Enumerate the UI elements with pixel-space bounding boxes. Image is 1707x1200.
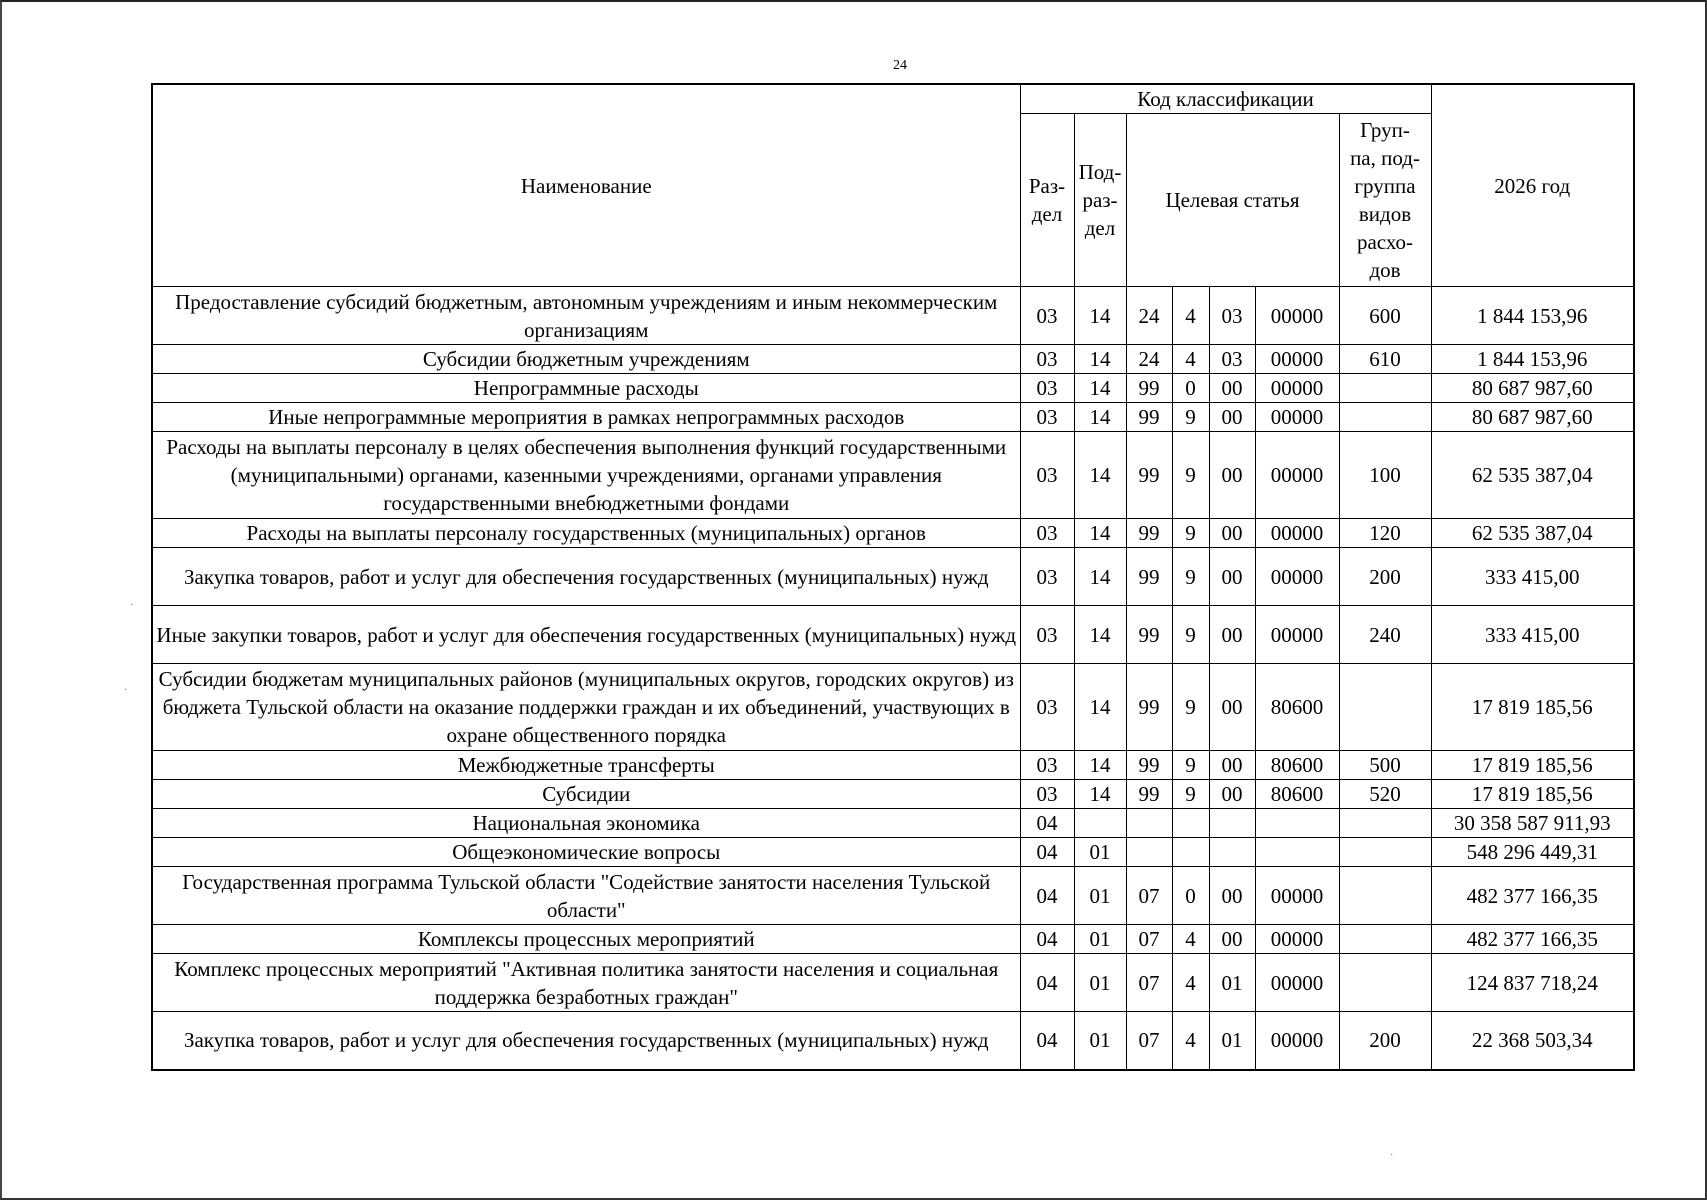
row-name: Общеэкономические вопросы	[152, 838, 1020, 867]
row-code-c4: 00000	[1255, 345, 1339, 374]
header-year: 2026 год	[1431, 84, 1634, 287]
row-name: Национальная экономика	[152, 809, 1020, 838]
row-code-c1: 99	[1126, 780, 1172, 809]
row-code-c3: 03	[1209, 345, 1255, 374]
row-code-vr	[1339, 954, 1431, 1012]
row-code-c1: 07	[1126, 1012, 1172, 1070]
row-code-c3: 00	[1209, 606, 1255, 664]
row-code-c4	[1255, 809, 1339, 838]
row-code-c1: 24	[1126, 287, 1172, 345]
row-code-vr	[1339, 374, 1431, 403]
table-row	[152, 345, 1634, 374]
row-code-vr	[1339, 925, 1431, 954]
row-code-c4: 00000	[1255, 925, 1339, 954]
row-amount: 62 535 387,04	[1431, 432, 1634, 519]
row-amount: 1 844 153,96	[1431, 287, 1634, 345]
row-code-rz: 03	[1020, 519, 1074, 548]
row-code-pr: 14	[1074, 548, 1126, 606]
row-code-c1: 99	[1126, 432, 1172, 519]
row-code-c3: 00	[1209, 780, 1255, 809]
row-amount: 17 819 185,56	[1431, 751, 1634, 780]
row-code-rz: 03	[1020, 287, 1074, 345]
table-row	[152, 287, 1634, 345]
row-code-pr: 01	[1074, 867, 1126, 925]
row-code-c3	[1209, 809, 1255, 838]
row-code-c3: 03	[1209, 287, 1255, 345]
row-code-c1: 99	[1126, 519, 1172, 548]
row-code-c3: 00	[1209, 664, 1255, 751]
row-code-pr: 14	[1074, 751, 1126, 780]
header-target-article: Целевая статья	[1126, 114, 1339, 287]
row-code-pr: 14	[1074, 519, 1126, 548]
row-code-c1: 99	[1126, 403, 1172, 432]
table-body	[152, 287, 1634, 1070]
row-code-c1: 07	[1126, 954, 1172, 1012]
page-number: 24	[893, 58, 907, 73]
row-code-rz: 04	[1020, 954, 1074, 1012]
row-code-vr	[1339, 403, 1431, 432]
row-code-c4: 80600	[1255, 780, 1339, 809]
row-code-vr: 200	[1339, 548, 1431, 606]
row-name: Субсидии	[152, 780, 1020, 809]
row-code-c2: 9	[1172, 519, 1209, 548]
row-amount: 17 819 185,56	[1431, 664, 1634, 751]
row-code-rz: 04	[1020, 809, 1074, 838]
row-code-pr: 01	[1074, 954, 1126, 1012]
row-code-vr	[1339, 664, 1431, 751]
row-amount: 17 819 185,56	[1431, 780, 1634, 809]
row-code-c1: 99	[1126, 548, 1172, 606]
row-code-c2: 4	[1172, 287, 1209, 345]
row-code-c4: 00000	[1255, 403, 1339, 432]
row-code-c1: 99	[1126, 751, 1172, 780]
row-code-vr: 520	[1339, 780, 1431, 809]
table-row	[152, 838, 1634, 867]
row-code-c1: 99	[1126, 664, 1172, 751]
row-code-c2	[1172, 838, 1209, 867]
row-code-c4	[1255, 838, 1339, 867]
row-name: Субсидии бюджетным учреждениям	[152, 345, 1020, 374]
row-code-pr: 14	[1074, 606, 1126, 664]
row-code-vr: 610	[1339, 345, 1431, 374]
header-subsection: Под- раз- дел	[1074, 114, 1126, 287]
table-row	[152, 751, 1634, 780]
table-row	[152, 519, 1634, 548]
row-code-c3: 00	[1209, 867, 1255, 925]
row-name: Субсидии бюджетам муниципальных районов (муниципальных округов, городских округов) из бюджета Тульской области на оказание поддержки граждан и их объединений, участвующих в охране общественного порядка	[152, 664, 1020, 751]
row-amount: 482 377 166,35	[1431, 925, 1634, 954]
row-code-c2: 9	[1172, 780, 1209, 809]
row-code-c4: 00000	[1255, 606, 1339, 664]
table-row	[152, 432, 1634, 519]
row-code-vr: 240	[1339, 606, 1431, 664]
row-code-c1	[1126, 838, 1172, 867]
row-amount: 80 687 987,60	[1431, 374, 1634, 403]
row-code-c2: 4	[1172, 925, 1209, 954]
row-code-c4: 80600	[1255, 664, 1339, 751]
row-code-c1: 99	[1126, 374, 1172, 403]
row-code-pr: 14	[1074, 287, 1126, 345]
row-code-c4: 00000	[1255, 867, 1339, 925]
row-name: Иные непрограммные мероприятия в рамках непрограммных расходов	[152, 403, 1020, 432]
table-row	[152, 867, 1634, 925]
header-name: Наименование	[152, 84, 1020, 287]
table-row	[152, 664, 1634, 751]
row-code-vr: 200	[1339, 1012, 1431, 1070]
row-code-c3: 01	[1209, 1012, 1255, 1070]
row-code-c3: 00	[1209, 519, 1255, 548]
row-code-rz: 03	[1020, 606, 1074, 664]
row-code-pr: 14	[1074, 374, 1126, 403]
row-name: Межбюджетные трансферты	[152, 751, 1020, 780]
row-code-rz: 03	[1020, 403, 1074, 432]
row-code-rz: 04	[1020, 925, 1074, 954]
row-name: Расходы на выплаты персоналу в целях обеспечения выполнения функций государственными (муниципальными) органами, казенными учреждениями, органами управления государственными внебюджетными фондами	[152, 432, 1020, 519]
row-code-pr: 01	[1074, 925, 1126, 954]
header-section: Раз- дел	[1020, 114, 1074, 287]
row-name: Закупка товаров, работ и услуг для обеспечения государственных (муниципальных) нужд	[152, 548, 1020, 606]
row-code-vr: 100	[1339, 432, 1431, 519]
row-name: Закупка товаров, работ и услуг для обеспечения государственных (муниципальных) нужд	[152, 1012, 1020, 1070]
row-name: Комплекс процессных мероприятий "Активная политика занятости населения и социальная поддержка безработных граждан"	[152, 954, 1020, 1012]
row-amount: 333 415,00	[1431, 548, 1634, 606]
row-name: Непрограммные расходы	[152, 374, 1020, 403]
row-amount: 30 358 587 911,93	[1431, 809, 1634, 838]
row-code-c2: 9	[1172, 751, 1209, 780]
row-code-c4: 00000	[1255, 374, 1339, 403]
row-name: Комплексы процессных мероприятий	[152, 925, 1020, 954]
row-code-c2: 4	[1172, 345, 1209, 374]
header-expense-group: Груп- па, под- группа видов расхо- дов	[1339, 114, 1431, 287]
row-code-rz: 04	[1020, 1012, 1074, 1070]
row-code-c3: 00	[1209, 403, 1255, 432]
row-code-vr: 600	[1339, 287, 1431, 345]
row-code-c4: 00000	[1255, 954, 1339, 1012]
row-code-rz: 03	[1020, 345, 1074, 374]
row-code-c1	[1126, 809, 1172, 838]
row-code-rz: 03	[1020, 432, 1074, 519]
row-code-c3: 00	[1209, 374, 1255, 403]
row-code-pr: 14	[1074, 345, 1126, 374]
table-row	[152, 954, 1634, 1012]
header-classification-code: Код классификации	[1020, 84, 1431, 114]
row-code-c3: 01	[1209, 954, 1255, 1012]
row-code-rz: 03	[1020, 664, 1074, 751]
row-code-pr: 14	[1074, 432, 1126, 519]
row-code-pr: 14	[1074, 780, 1126, 809]
table-row	[152, 925, 1634, 954]
scan-speck: ·	[1390, 1150, 1394, 1161]
row-code-c2: 4	[1172, 954, 1209, 1012]
table-row	[152, 809, 1634, 838]
table-row	[152, 606, 1634, 664]
row-code-pr: 01	[1074, 1012, 1126, 1070]
row-code-c4: 00000	[1255, 1012, 1339, 1070]
table-row	[152, 1012, 1634, 1070]
row-code-rz: 04	[1020, 867, 1074, 925]
table-row	[152, 403, 1634, 432]
row-amount: 482 377 166,35	[1431, 867, 1634, 925]
row-code-c3: 00	[1209, 548, 1255, 606]
row-code-vr	[1339, 809, 1431, 838]
row-code-c1: 07	[1126, 867, 1172, 925]
row-code-c2: 4	[1172, 1012, 1209, 1070]
row-name: Государственная программа Тульской области "Содействие занятости населения Тульской области"	[152, 867, 1020, 925]
row-code-pr: 01	[1074, 838, 1126, 867]
row-amount: 1 844 153,96	[1431, 345, 1634, 374]
row-code-c2: 9	[1172, 664, 1209, 751]
row-code-c2	[1172, 809, 1209, 838]
row-code-rz: 03	[1020, 548, 1074, 606]
row-name: Расходы на выплаты персоналу государственных (муниципальных) органов	[152, 519, 1020, 548]
row-code-vr	[1339, 867, 1431, 925]
row-code-rz: 03	[1020, 374, 1074, 403]
row-code-c4: 80600	[1255, 751, 1339, 780]
row-code-c4: 00000	[1255, 287, 1339, 345]
row-code-rz: 03	[1020, 780, 1074, 809]
row-amount: 22 368 503,34	[1431, 1012, 1634, 1070]
row-amount: 62 535 387,04	[1431, 519, 1634, 548]
row-amount: 80 687 987,60	[1431, 403, 1634, 432]
row-code-rz: 03	[1020, 751, 1074, 780]
row-code-pr: 14	[1074, 403, 1126, 432]
budget-table	[151, 83, 1635, 1071]
row-code-c2: 9	[1172, 548, 1209, 606]
table-row	[152, 548, 1634, 606]
row-code-c2: 9	[1172, 403, 1209, 432]
row-code-vr	[1339, 838, 1431, 867]
row-code-c1: 07	[1126, 925, 1172, 954]
row-code-c4: 00000	[1255, 548, 1339, 606]
row-code-c4: 00000	[1255, 432, 1339, 519]
row-code-pr	[1074, 809, 1126, 838]
row-amount: 124 837 718,24	[1431, 954, 1634, 1012]
row-name: Предоставление субсидий бюджетным, автономным учреждениям и иным некоммерческим организациям	[152, 287, 1020, 345]
scan-speck: ·	[124, 685, 128, 696]
row-code-vr: 500	[1339, 751, 1431, 780]
table-row	[152, 374, 1634, 403]
row-code-c2: 0	[1172, 867, 1209, 925]
row-code-c4: 00000	[1255, 519, 1339, 548]
row-code-c1: 99	[1126, 606, 1172, 664]
row-name: Иные закупки товаров, работ и услуг для обеспечения государственных (муниципальных) нужд	[152, 606, 1020, 664]
row-code-c3: 00	[1209, 432, 1255, 519]
row-code-c2: 0	[1172, 374, 1209, 403]
row-code-pr: 14	[1074, 664, 1126, 751]
row-amount: 333 415,00	[1431, 606, 1634, 664]
row-code-rz: 04	[1020, 838, 1074, 867]
row-code-c2: 9	[1172, 606, 1209, 664]
row-code-c2: 9	[1172, 432, 1209, 519]
row-code-c1: 24	[1126, 345, 1172, 374]
row-code-c3	[1209, 838, 1255, 867]
row-amount: 548 296 449,31	[1431, 838, 1634, 867]
row-code-c3: 00	[1209, 925, 1255, 954]
row-code-vr: 120	[1339, 519, 1431, 548]
scan-speck: ·	[130, 600, 134, 611]
row-code-c3: 00	[1209, 751, 1255, 780]
table-row	[152, 780, 1634, 809]
